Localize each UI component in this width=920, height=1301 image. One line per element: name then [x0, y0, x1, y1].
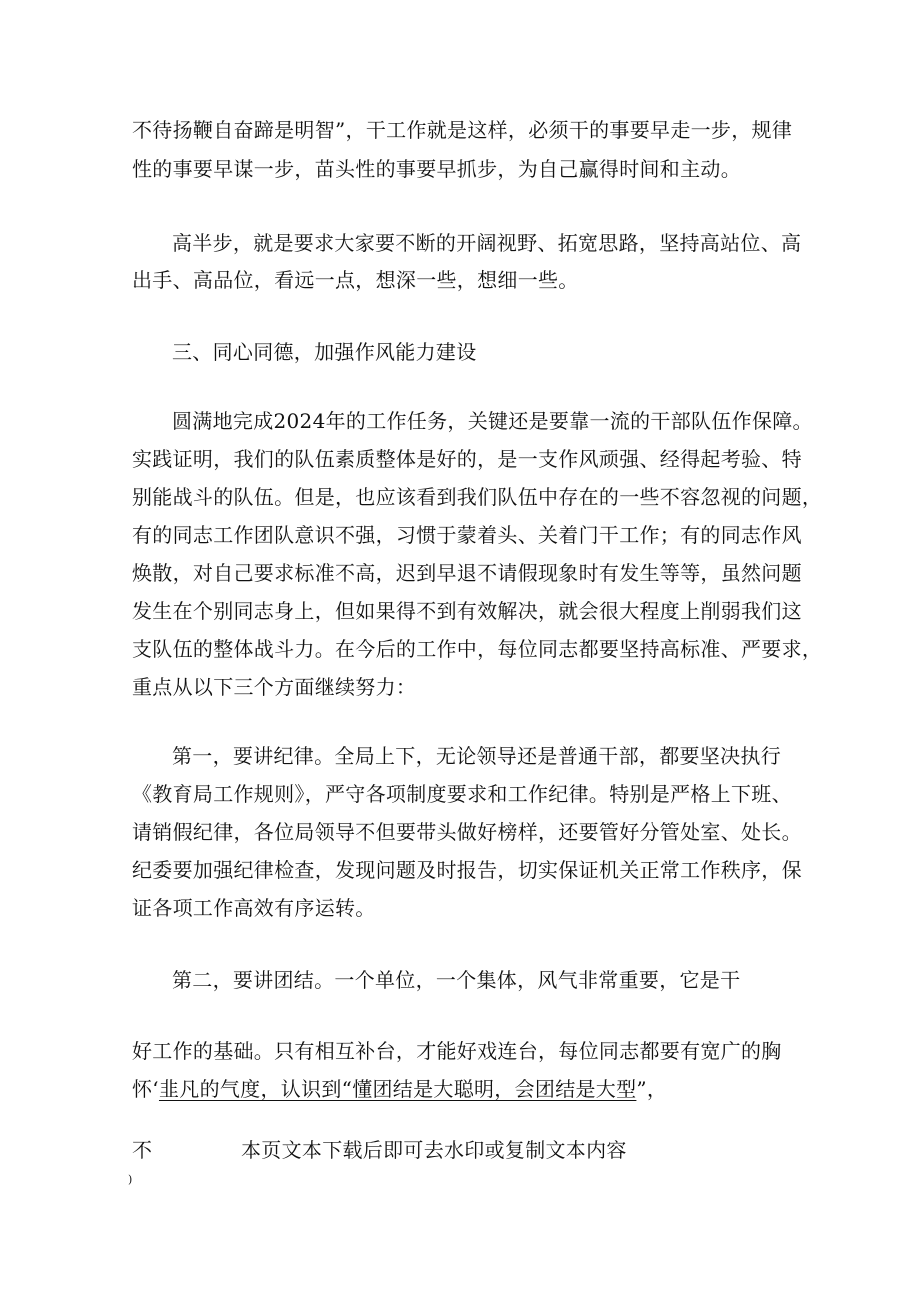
paragraph-5-line-1: 第二，要讲团结。一个单位，一个集体，风气非常重要，它是干: [172, 968, 741, 992]
paragraph-3-line-1: 圆满地完成2024年的工作任务，关键还是要靠一流的干部队伍作保障。: [172, 409, 813, 433]
paragraph-3-line-2: 实践证明，我们的队伍素质整体是好的，是一支作风顽强、经得起考验、特: [132, 447, 802, 471]
footer-mark: ): [128, 1173, 133, 1186]
paragraph-4-line-4: 纪委要加强纪律检查，发现问题及时报告，切实保证机关正常工作秩序，保: [132, 858, 802, 882]
paragraph-3-line-7: 支队伍的整体战斗力。在今后的工作中，每位同志都要坚持高标准、严要求，: [132, 637, 823, 661]
paragraph-4-line-5: 证各项工作高效有序运转。: [132, 896, 376, 920]
paragraph-3-line-3: 别能战斗的队伍。但是，也应该看到我们队伍中存在的一些不容忽视的问题，: [132, 485, 823, 509]
paragraph-4-line-1: 第一，要讲纪律。全局上下，无论领导还是普通干部，都要坚决执行: [172, 744, 781, 768]
paragraph-4-line-3: 请销假纪律，各位局领导不但要带头做好榜样，还要管好分管处室、处长。: [132, 820, 802, 844]
paragraph-3-line-4: 有的同志工作团队意识不强，习惯于蒙着头、关着门干工作；有的同志作风: [132, 523, 802, 547]
paragraph-4-line-2: 《教育局工作规则》，严守各项制度要求和工作纪律。特别是严格上下班、: [132, 782, 792, 806]
footer-leading-char: 不: [132, 1138, 153, 1162]
paragraph-5-line-3: [132, 1077, 667, 1101]
paragraph-5-line-2: 好工作的基础。只有相互补台，才能好戏连台，每位同志都要有宽广的胸: [132, 1039, 782, 1063]
paragraph-5-underlined-text: 韭凡的气度，认识到“懂团结是大聪明，会团结是大型: [158, 1077, 637, 1101]
paragraph-2-line-2: 出手、高品位，看远一点，想深一些，想细一些。: [132, 268, 579, 292]
section-heading: 三、同心同德，加强作风能力建设: [172, 340, 477, 364]
watermark-notice: 本页文本下载后即可去水印或复制文本内容: [241, 1138, 627, 1162]
paragraph-2-line-1: 高半步，就是要求大家要不断的开阔视野、拓宽思路，坚持高站位、高: [172, 231, 802, 255]
paragraph-5-line-3-start: 怀‘: [132, 1077, 159, 1101]
paragraph-3-line-6: 发生在个别同志身上，但如果得不到有效解决，就会很大程度上削弱我们这: [132, 599, 802, 623]
paragraph-5-line-3-end: ”，: [636, 1077, 668, 1101]
paragraph-3-line-5: 焕散，对自己要求标准不高，迟到早退不请假现象时有发生等等，虽然问题: [132, 561, 802, 585]
paragraph-3-line-8: 重点从以下三个方面继续努力：: [132, 675, 417, 699]
paragraph-1-line-2: 性的事要早谋一步，苗头性的事要早抓步，为自己赢得时间和主动。: [132, 157, 741, 181]
paragraph-1-line-1: 不待扬鞭自奋蹄是明智”，干工作就是这样，必须干的事要早走一步，规律: [132, 118, 793, 142]
